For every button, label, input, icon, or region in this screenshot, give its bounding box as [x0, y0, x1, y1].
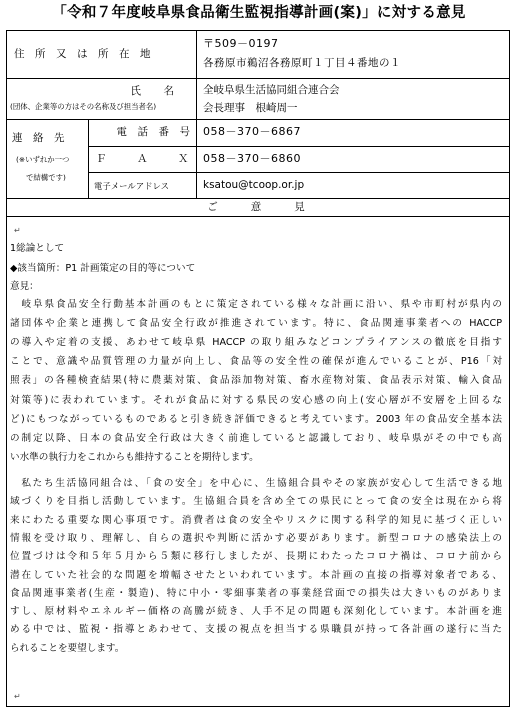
postal-code: 〒509－0197: [203, 37, 279, 50]
opinion-text-line: 対策等)に表われています。それが食品に対する県民の安心感の向上(安心層が不安層を上回るな: [10, 394, 502, 406]
address-label: 住 所 又 は 所 在 地: [14, 48, 151, 60]
opinion-text-line: 諸団体や企業と連携して食品安全行政が推進されています。特に、食品関連事業者への HACCP: [10, 318, 502, 330]
contact-label: 連 絡 先: [12, 132, 65, 144]
row-divider: [88, 172, 510, 173]
name-note: (団体、企業等の方はその名称及び担当者名): [10, 102, 157, 111]
opinion-text-line: の制定以降、日本の食品安全行政は大きく前進していると認識しており、岐阜県がその中でも高: [10, 432, 502, 444]
opinion-text-line: ことで、意識や品質管理の力量が向上し、食品等の安全性の確保が進んでいることが、P16「対: [10, 356, 502, 368]
opinion-text-line: める中では、監視・指導とあわせて、支援の視点を担当する県職員が持って各計画の遂行に当た: [10, 624, 502, 636]
opinion-text-line: い水準の執行力をこれからも維持することを期待します。: [10, 451, 259, 463]
organization-name: 全岐阜県生活協同組合連合会: [203, 84, 340, 96]
opinion-text-line: 位置づけは令和５年５月から５類に移行しましたが、長期にわたったコロナ禍は、コロナ前から: [10, 551, 502, 563]
contact-note-1: (※いずれか一つ: [16, 155, 70, 164]
column-divider: [88, 119, 89, 198]
opinion-heading: 1総論として: [10, 243, 65, 254]
opinion-text-line: られることを要望します。: [10, 642, 125, 654]
opinion-text-line: 照表」の各種検査結果(特に農薬対策、食品添加物対策、畜水産物対策、食品表示対策、輸入食品: [10, 375, 502, 387]
name-label: 氏 名: [130, 85, 180, 97]
opinion-text-line: 潜在していた社会的な問題を増幅させたといわれています。本計画の直接の指導対象者である、: [10, 569, 502, 581]
opinion-text-line: 域づくりを目指し活動しています。生協組合員を含め全ての県民にとって食の安全は現在から将: [10, 496, 502, 508]
document-title: 「令和７年度岐阜県食品衛生監視指導計画(案)」に対する意見: [52, 5, 466, 21]
opinion-text-line: 私たち生活協同組合は、「食の安全」を中心に、生協組合員やその家族が安心して生活できる地: [10, 478, 502, 489]
email-value: ksatou@tcoop.or.jp: [203, 179, 305, 191]
opinion-text-line: 来にわたる重要な関心事項です。消費者は食の安全やリスクに関する科学的知見に基づく正しい: [10, 514, 502, 526]
row-divider: [6, 198, 510, 199]
opinion-text-line: 岐阜県食品安全行動基本計画のもとに策定されている様々な計画に沿い、県や市町村が県内の: [10, 299, 502, 310]
opinion-text-line: すし、原材料やエネルギー価格の高騰が続き、人手不足の問題も深刻化しています。本計画を進: [10, 606, 502, 618]
contact-note-2: で結構です): [26, 173, 66, 182]
row-divider: [6, 119, 510, 120]
representative-name: 会長理事 根崎周一: [203, 102, 298, 114]
opinion-text-line: ど)にもつながっているものであると引き続き評価できると考えています。2003 年の食品安全基本法: [10, 413, 502, 425]
phone-label: 電 話 番 号: [116, 126, 190, 138]
paragraph-mark: ↵: [14, 226, 21, 235]
row-divider: [6, 216, 510, 217]
opinion-header: ご 意 見: [207, 201, 309, 213]
fax-value: 058－370－6860: [203, 152, 301, 165]
column-divider: [196, 30, 197, 198]
opinion-text-line: 食品関連事業者(生産・製造)、特に中小・零細事業者の事業経営面での損失は大きいものがありま: [10, 587, 502, 599]
opinion-text-line: の導入や定着の支援、あわせて岐阜県 HACCP の取り組みなどコンプライアンスの徹底を目指す: [10, 337, 502, 349]
row-divider: [6, 78, 510, 79]
address-value: 各務原市鵜沼各務原町１丁目４番地の１: [203, 57, 401, 69]
opinion-section: ◆該当箇所：P1 計画策定の目的等について: [10, 263, 196, 274]
paragraph-mark: ↵: [14, 692, 21, 701]
email-label: 電子メールアドレス: [94, 181, 169, 191]
phone-value: 058－370－6867: [203, 125, 301, 138]
opinion-label: 意見：: [10, 281, 39, 292]
opinion-text-line: 情報を受け取り、理解し、自らの選択や判断に活かす必要があります。新型コロナの感染法上の: [10, 532, 502, 544]
fax-label: Ｆ Ａ Ｘ: [96, 153, 199, 165]
row-divider: [88, 146, 510, 147]
